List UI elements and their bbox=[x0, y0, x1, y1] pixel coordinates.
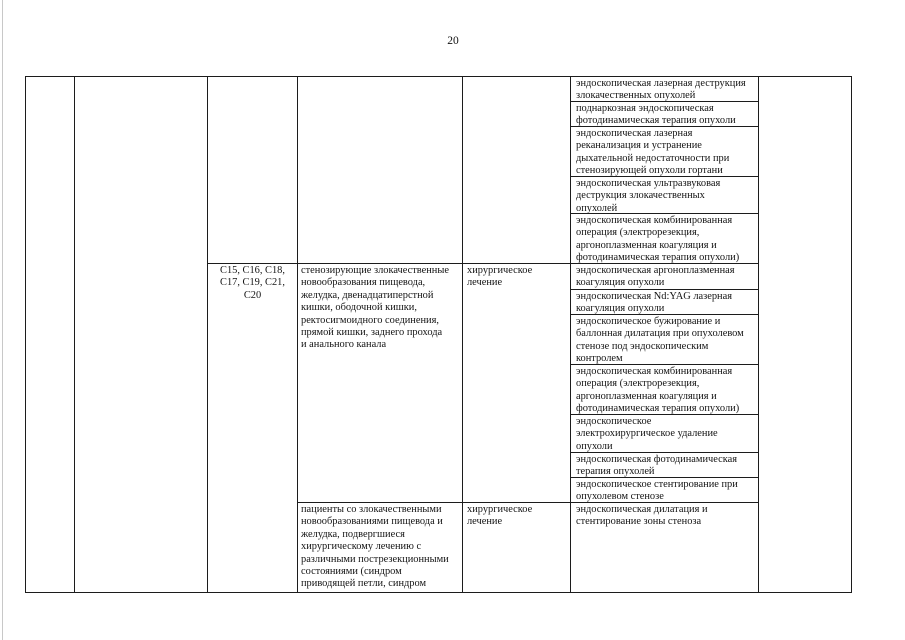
patient-model-cell: пациенты со злокачественными новообразованиями пищевода и желудка, подвергшиеся хирургическому лечению с различными пострезекционными состояниями (синдром приводящей петли, синдром bbox=[301, 504, 449, 590]
treatment-type-cell: хирургическое лечение bbox=[467, 504, 533, 528]
method-cell: эндоскопическая аргоноплазменная коагуляция опухоли bbox=[576, 265, 735, 289]
diagnosis-codes-cell: C15, C16, C18, C17, C19, C21, C20 bbox=[220, 265, 285, 301]
table-rule-vertical bbox=[25, 76, 26, 593]
method-cell: эндоскопическое электрохирургическое удаление опухоли bbox=[576, 416, 718, 452]
table-rule-vertical bbox=[74, 76, 75, 593]
method-cell: эндоскопическая комбинированная операция (электрорезекция, аргоноплазменная коагуляция и фотодинамическая терапия опухоли) bbox=[576, 366, 740, 414]
method-cell: эндоскопическая ультразвуковая деструкция злокачественных опухолей bbox=[576, 178, 721, 213]
method-cell: поднаркозная эндоскопическая фотодинамическая терапия опухоли bbox=[576, 103, 736, 126]
table-rule-vertical bbox=[851, 76, 852, 593]
method-cell: эндоскопическое бужирование и баллонная дилатация при опухолевом стенозе под эндоскопическим контролем bbox=[576, 316, 744, 364]
page-number: 20 bbox=[447, 35, 459, 47]
method-cell: эндоскопическая дилатация и стентирование зоны стеноза bbox=[576, 504, 708, 528]
method-cell: эндоскопическая лазерная деструкция злокачественных опухолей bbox=[576, 78, 746, 101]
method-cell: эндоскопическая лазерная реканализация и устранение дыхательной недостаточности при стенозирующей опухоли гортани bbox=[576, 128, 730, 176]
method-cell: эндоскопическая фотодинамическая терапия опухолей bbox=[576, 454, 738, 477]
method-cell: эндоскопическая Nd:YAG лазерная коагуляция опухоли bbox=[576, 291, 733, 314]
table-rule-bottom bbox=[25, 592, 852, 593]
treatment-type-cell: хирургическое лечение bbox=[467, 265, 533, 289]
patient-model-cell: стенозирующие злокачественные новообразования пищевода, желудка, двенадцатиперстной кишки, ободочной кишки, ректосигмоидного соединения, прямой кишки, заднего прохода и анального канала bbox=[301, 265, 449, 351]
method-cell: эндоскопическое стентирование при опухолевом стенозе bbox=[576, 479, 738, 502]
table-rule-vertical bbox=[758, 76, 759, 593]
method-cell: эндоскопическая комбинированная операция (электрорезекция, аргоноплазменная коагуляция и фотодинамическая терапия опухоли) bbox=[576, 215, 740, 263]
